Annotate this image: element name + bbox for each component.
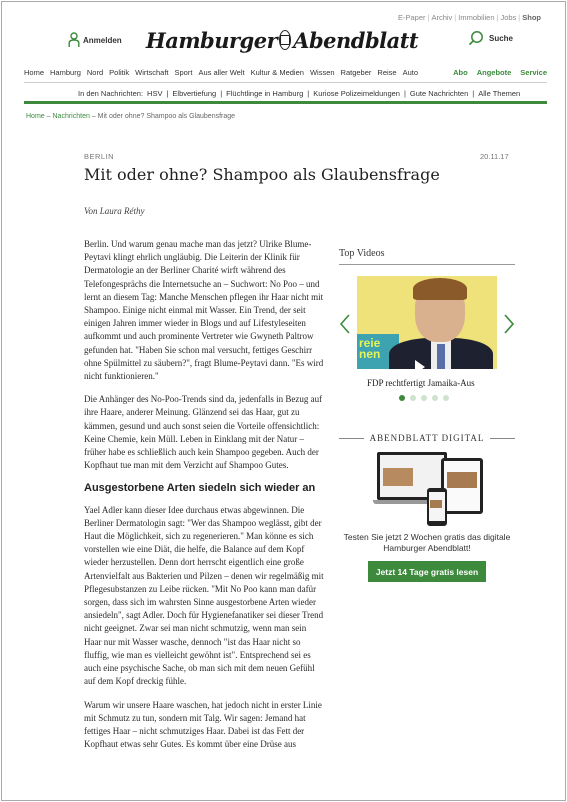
logo-word-right: Abendblatt <box>293 27 419 53</box>
video-caption[interactable]: FDP rechtfertigt Jamaika-Aus <box>367 378 475 388</box>
news-topic-gute-nachrichten[interactable]: Gute Nachrichten <box>409 89 469 98</box>
nav-aus-aller-welt[interactable]: Aus aller Welt <box>198 68 245 77</box>
search-icon <box>468 30 484 46</box>
nav-nord[interactable]: Nord <box>86 68 104 77</box>
nav-service[interactable]: Service <box>520 68 547 77</box>
header-green-bar <box>24 101 547 104</box>
nav-angebote[interactable]: Angebote <box>476 68 512 77</box>
page-frame <box>1 1 566 801</box>
free-trial-button[interactable]: Jetzt 14 Tage gratis lesen <box>368 561 486 582</box>
utility-link-shop[interactable]: Shop <box>522 13 541 22</box>
logo-seal-icon <box>279 30 291 50</box>
nav-wissen[interactable]: Wissen <box>309 68 335 77</box>
login-label: Anmelden <box>83 35 122 45</box>
tablet-image <box>441 458 483 514</box>
article-paragraph: Warum wir unsere Haare waschen, hat jedoch nicht in erster Linie mit Schmutz zu tun, sondern mit Talg. Wir sagen: Jemand hat fettiges Haar – nicht schmutziges Haar. Dabei ist das Fett der Kopfhaut etwas sehr Gutes. Es kommt über eine Drüse aus <box>84 699 322 750</box>
digital-ad-title: ABENDBLATT DIGITAL <box>369 433 485 443</box>
nav-wirtschaft[interactable]: Wirtschaft <box>135 68 169 77</box>
chevron-left-icon <box>339 314 351 334</box>
video-thumbnail[interactable] <box>357 276 497 369</box>
article-paragraph: Yael Adler kann dieser Idee durchaus etwas abgewinnen. Die Berliner Dermatologin sagt: "Wer das Shampoo weglässt, gibt der Haut die Möglichkeit, sich zu regenerieren." Man könne es sich vorstellen wie eine Diät, die helfe, die Balance auf dem Kopf wieder herzustellen. Denn dort herrscht eigentlich eine große Artenvielfalt aus Bakterien und Pilzen – denen wir regelmäßig mit Pflegesubstanzen zu Leibe rücken. "Mit No Poo kann man dafür sorgen, dass sich im wahrsten Sinne ausgestorbene Arten wieder ansiedeln", sagt Adler. Doch für Hygienefanatiker sei dieser Trend nicht geeignet. Zwar sei man nicht schmutzig, wenn man sein Haar nur mit Wasser wasche, dennoch "ist das Haar nicht so fluffig, wie man es vielleicht gewöhnt ist". Entsprechend sei es auch eine psychische Sache, ob man sich mit dem neuen Gefühl auf dem Kopf dreckig fühle. <box>84 504 324 687</box>
article-date: 20.11.17 <box>480 152 509 161</box>
site-logo[interactable] <box>145 26 419 54</box>
carousel-dot[interactable] <box>432 395 438 401</box>
article-kicker: BERLIN <box>84 152 115 161</box>
breadcrumb <box>26 113 235 120</box>
video-overlay-text: reie nen <box>359 336 381 361</box>
search-button[interactable] <box>468 30 513 46</box>
top-videos-title: Top Videos <box>339 248 515 265</box>
nav-kultur-medien[interactable]: Kultur & Medien <box>250 68 304 77</box>
article-author: Von Laura Réthy <box>84 206 145 216</box>
carousel-dots <box>399 395 449 401</box>
carousel-dot-active[interactable] <box>399 395 405 401</box>
carousel-next-button[interactable] <box>503 314 515 334</box>
news-label: In den Nachrichten: <box>78 89 144 98</box>
nav-home[interactable]: Home <box>24 68 45 77</box>
nav-auto[interactable]: Auto <box>402 68 419 77</box>
news-topic-elbvertiefung[interactable]: Elbvertiefung <box>172 89 217 98</box>
utility-link-epaper[interactable]: E-Paper <box>397 13 426 22</box>
search-label: Suche <box>489 33 514 43</box>
login-button[interactable] <box>68 32 122 48</box>
utility-link-archiv[interactable]: Archiv <box>431 13 453 22</box>
breadcrumb-section[interactable]: Nachrichten <box>52 113 90 120</box>
article-subheading: Ausgestorbene Arten siedeln sich wieder an <box>84 482 316 495</box>
top-videos-widget <box>339 248 515 388</box>
breadcrumb-separator: – <box>46 113 51 120</box>
digital-ad-heading <box>339 433 515 443</box>
carousel-dot[interactable] <box>443 395 449 401</box>
phone-image <box>427 488 447 526</box>
carousel-dot[interactable] <box>421 395 427 401</box>
news-topic-alle-themen[interactable]: Alle Themen <box>478 89 521 98</box>
user-icon <box>68 32 80 48</box>
news-topic-fluechtlinge[interactable]: Flüchtlinge in Hamburg <box>226 89 304 98</box>
breadcrumb-separator: – <box>91 113 96 120</box>
devices-illustration[interactable] <box>377 450 487 528</box>
article-headline: Mit oder ohne? Shampoo als Glaubensfrage <box>84 165 440 184</box>
article-paragraph: Berlin. Und warum genau mache man das jetzt? Ulrike Blume-Peytavi klingt ehrlich ungläubig. Die Leiterin der Klinik für Dermatologie an der Berliner Charité wirft während des Telefongesprächs die Internetsuche an – Suchwort: No Poo – und lernt an diesem Tag: Manche Menschen pflegen ihr Haar nicht mit Shampoo. Einige nicht einmal mit Wasser. Ein Trend, der seit einigen Jahren immer wieder in Blogs und auf Lifestyleseiten aufkommt und auch prominente Vertreter wie Gwyneth Paltrow gefunden hat. "Haben Sie schon mal versucht, fettiges Geschirr ohne Spülmittel zu säubern?", fragt Blume-Peytavi dann. "Es wird nicht funktionieren." <box>84 239 324 382</box>
utility-links: E-Paper | Archiv | Immobilien | Jobs | Shop <box>397 13 541 22</box>
nav-divider <box>24 82 547 83</box>
article-body <box>84 238 324 761</box>
news-topic-polizeimeldungen[interactable]: Kuriose Polizeimeldungen <box>313 89 400 98</box>
nav-politik[interactable]: Politik <box>109 68 130 77</box>
article-paragraph: Die Anhänger des No-Poo-Trends sind da, jedenfalls in Bezug auf ihre Haare, anderer Meinung. Glänzend sei das Haar, gut zu kämmen, gesund und auch sonst seien die Vorteile offensichtlich: Keine Chemie, kein Müll. Leben in Einklang mit der Natur – früher habe es schließlich auch kein Shampoo gegeben. Auch der Kopfhaut tue man mit dem Verzicht auf Shampoo Gutes. <box>84 394 323 471</box>
news-topic-hsv[interactable]: HSV <box>147 89 163 98</box>
logo-word-left: Hamburger <box>145 27 278 53</box>
chevron-right-icon <box>503 314 515 334</box>
utility-link-jobs[interactable]: Jobs <box>500 13 517 22</box>
nav-hamburg[interactable]: Hamburg <box>50 68 81 77</box>
main-navigation <box>24 68 547 77</box>
utility-link-immobilien[interactable]: Immobilien <box>458 13 495 22</box>
carousel-dot[interactable] <box>410 395 416 401</box>
nav-reise[interactable]: Reise <box>377 68 397 77</box>
digital-ad-text: Testen Sie jetzt 2 Wochen gratis das digitale Hamburger Abendblatt! <box>343 532 511 553</box>
nav-ratgeber[interactable]: Ratgeber <box>340 68 372 77</box>
breadcrumb-current: Mit oder ohne? Shampoo als Glaubensfrage <box>97 113 236 120</box>
breadcrumb-home[interactable]: Home <box>26 113 45 120</box>
nav-abo[interactable]: Abo <box>453 68 468 77</box>
nav-sport[interactable]: Sport <box>174 68 193 77</box>
play-icon <box>415 360 425 369</box>
news-topics-bar: In den Nachrichten: HSV | Elbvertiefung | Flüchtlinge in Hamburg | Kuriose Polizeimeldungen | Gute Nachrichten | Alle Themen <box>78 89 521 98</box>
carousel-prev-button[interactable] <box>339 314 351 334</box>
